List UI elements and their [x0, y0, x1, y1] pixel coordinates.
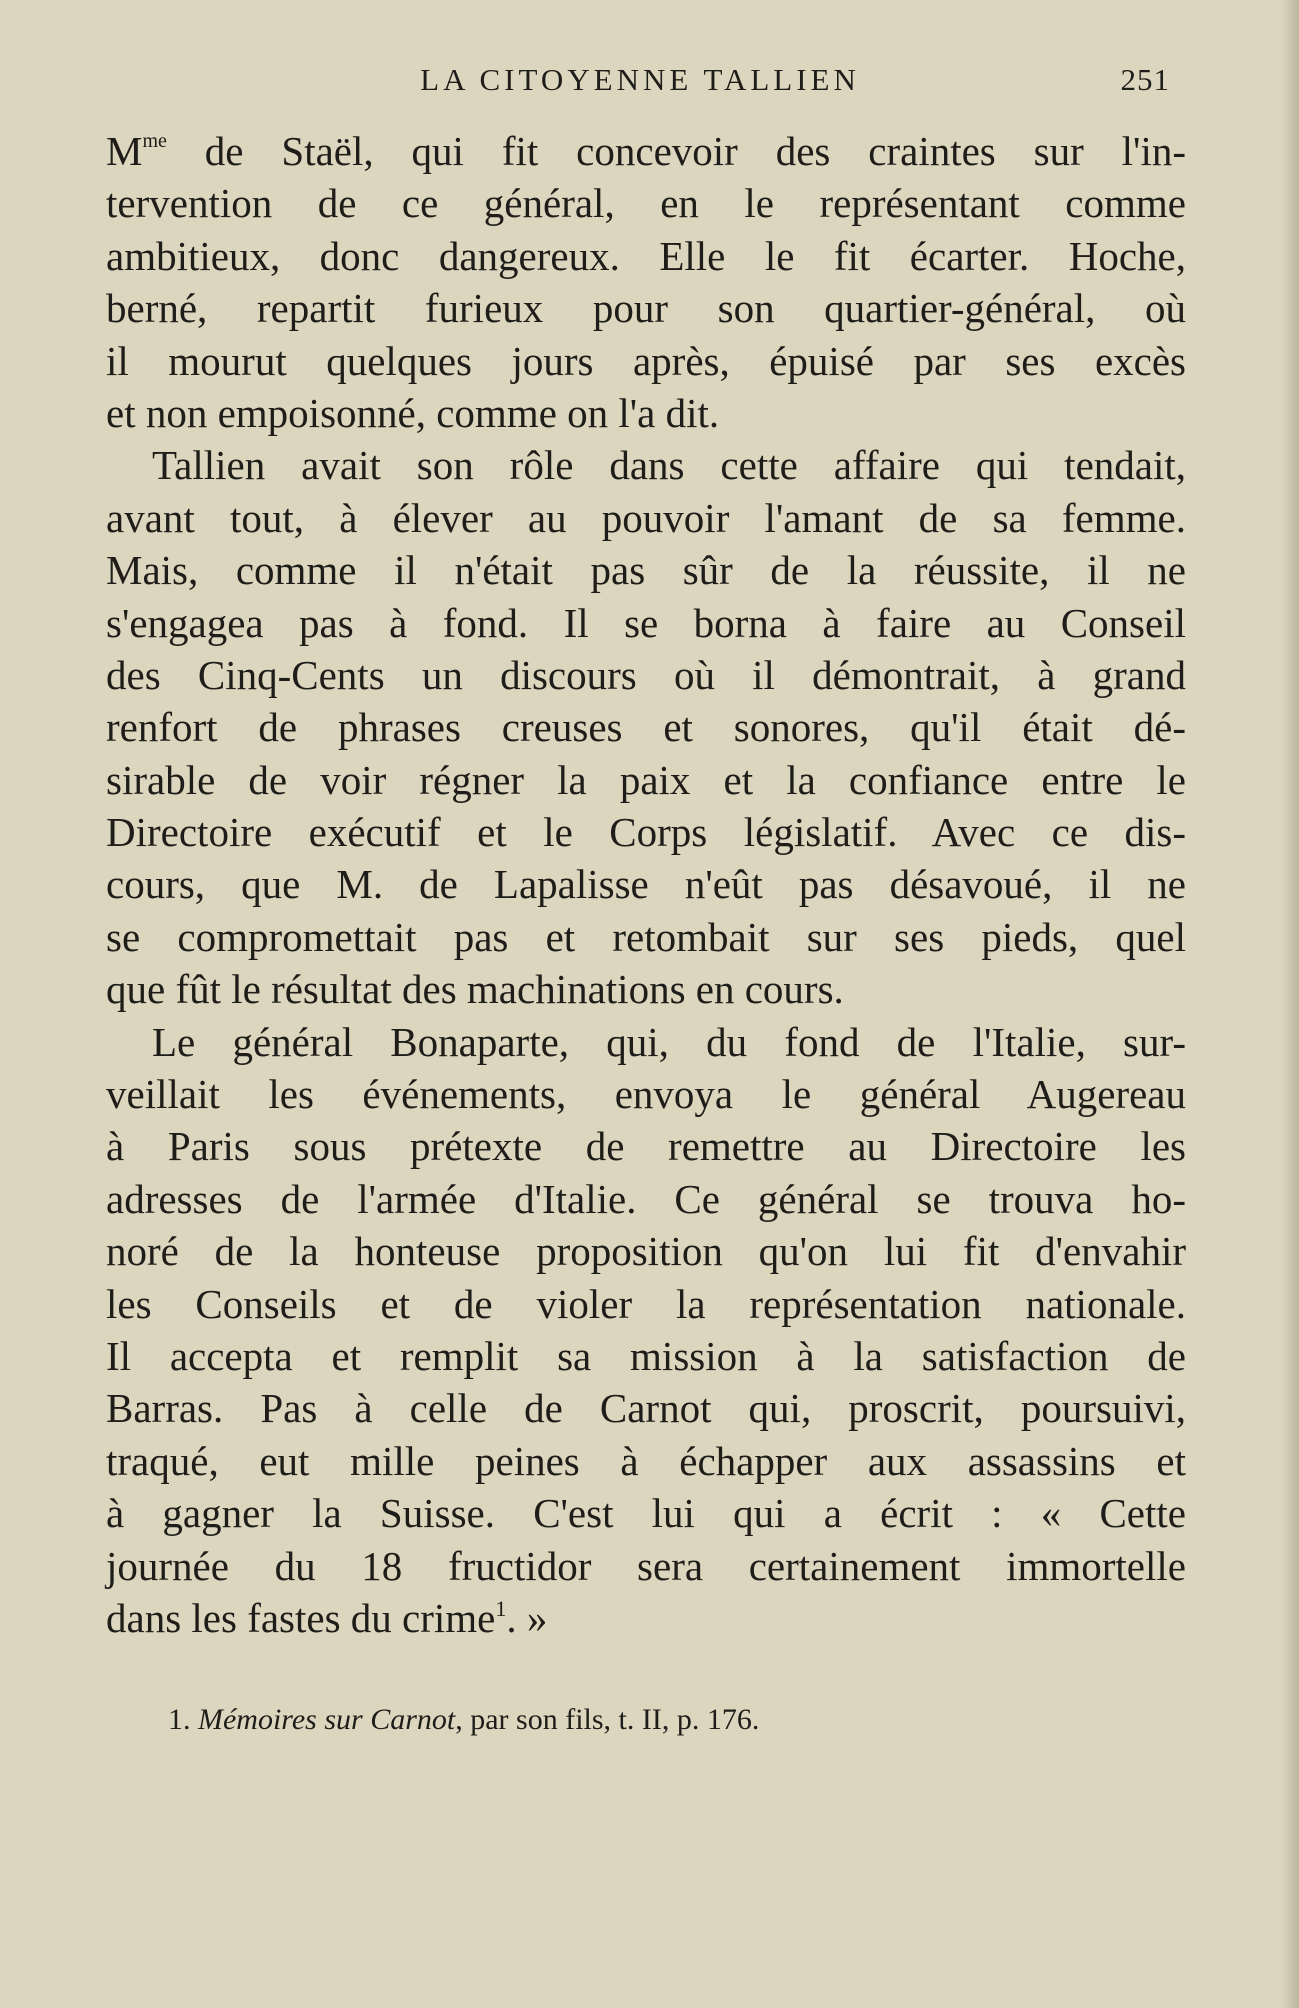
text-line: Mais, comme il n'était pas sûr de la réussite, il ne — [106, 547, 1186, 594]
text-line: à gagner la Suisse. C'est lui qui a écrit : « Cette — [106, 1490, 1186, 1537]
footnote-reference: 1 — [495, 1595, 507, 1621]
text-line: tervention de ce général, en le représentant comme — [106, 180, 1186, 227]
text-line: ambitieux, donc dangereux. Elle le fit écarter. Hoche, — [106, 232, 1186, 279]
text-line: journée du 18 fructidor sera certainement immortelle — [106, 1542, 1186, 1589]
text-line: avant tout, à élever au pouvoir l'amant de sa femme. — [106, 494, 1186, 541]
text-line: berné, repartit furieux pour son quartier-général, où — [106, 285, 1186, 332]
text-line: veillait les événements, envoya le général Augereau — [106, 1071, 1186, 1118]
title-abbreviation: M — [106, 128, 143, 174]
text-line: noré de la honteuse proposition qu'on lui fit d'envahir — [106, 1228, 1186, 1275]
text-line: sirable de voir régner la paix et la confiance entre le — [106, 756, 1186, 803]
text-line: Directoire exécutif et le Corps législatif. Avec ce dis- — [106, 809, 1186, 856]
text-line: et non empoisonné, comme on l'a dit. — [106, 389, 720, 436]
paragraph-start-line: Tallien avait son rôle dans cette affaire qui tendait, — [152, 442, 1186, 489]
footnote-citation: , par son fils, t. II, p. 176. — [455, 1703, 760, 1736]
footnote — [168, 1700, 1068, 1740]
page-number: 251 — [1120, 62, 1170, 97]
text-line: s'engagea pas à fond. Il se borna à faire au Conseil — [106, 599, 1186, 646]
body-text — [106, 125, 1186, 1644]
text-line: que fût le résultat des machinations en cours. — [106, 966, 844, 1013]
text-line: renfort de phrases creuses et sonores, qu'il était dé- — [106, 704, 1186, 751]
line-text-end: . » — [506, 1594, 548, 1641]
running-title: LA CITOYENNE TALLIEN — [420, 62, 860, 97]
text-line: cours, que M. de Lapalisse n'eût pas désavoué, il ne — [106, 861, 1186, 908]
line-text: dans les fastes du crime — [106, 1594, 496, 1641]
footnote-number: 1. — [168, 1703, 191, 1736]
text-line — [106, 1592, 1186, 1644]
text-line: se compromettait pas et retombait sur ses pieds, quel — [106, 913, 1186, 960]
page-edge-shadow — [1281, 0, 1299, 2008]
footnote-work-title: Mémoires sur Carnot — [198, 1703, 456, 1736]
line-text: de Staël, qui fit concevoir des craintes sur l'in- — [166, 128, 1186, 174]
paragraph-start-line: Le général Bonaparte, qui, du fond de l'Italie, sur- — [152, 1018, 1186, 1065]
text-line: traqué, eut mille peines à échapper aux assassins et — [106, 1437, 1186, 1484]
text-line: Barras. Pas à celle de Carnot qui, proscrit, poursuivi, — [106, 1385, 1186, 1432]
text-line: adresses de l'armée d'Italie. Ce général se trouva ho- — [106, 1175, 1186, 1222]
text-line: des Cinq-Cents un discours où il démontrait, à grand — [106, 651, 1186, 698]
text-line: il mourut quelques jours après, épuisé par ses excès — [106, 337, 1186, 384]
text-line: les Conseils et de violer la représentation nationale. — [106, 1280, 1186, 1327]
text-line: Il accepta et remplit sa mission à la satisfaction de — [106, 1332, 1186, 1379]
running-header — [110, 62, 1170, 106]
text-line: à Paris sous prétexte de remettre au Directoire les — [106, 1123, 1186, 1170]
text-line — [106, 125, 1186, 177]
title-superscript: me — [142, 130, 167, 152]
